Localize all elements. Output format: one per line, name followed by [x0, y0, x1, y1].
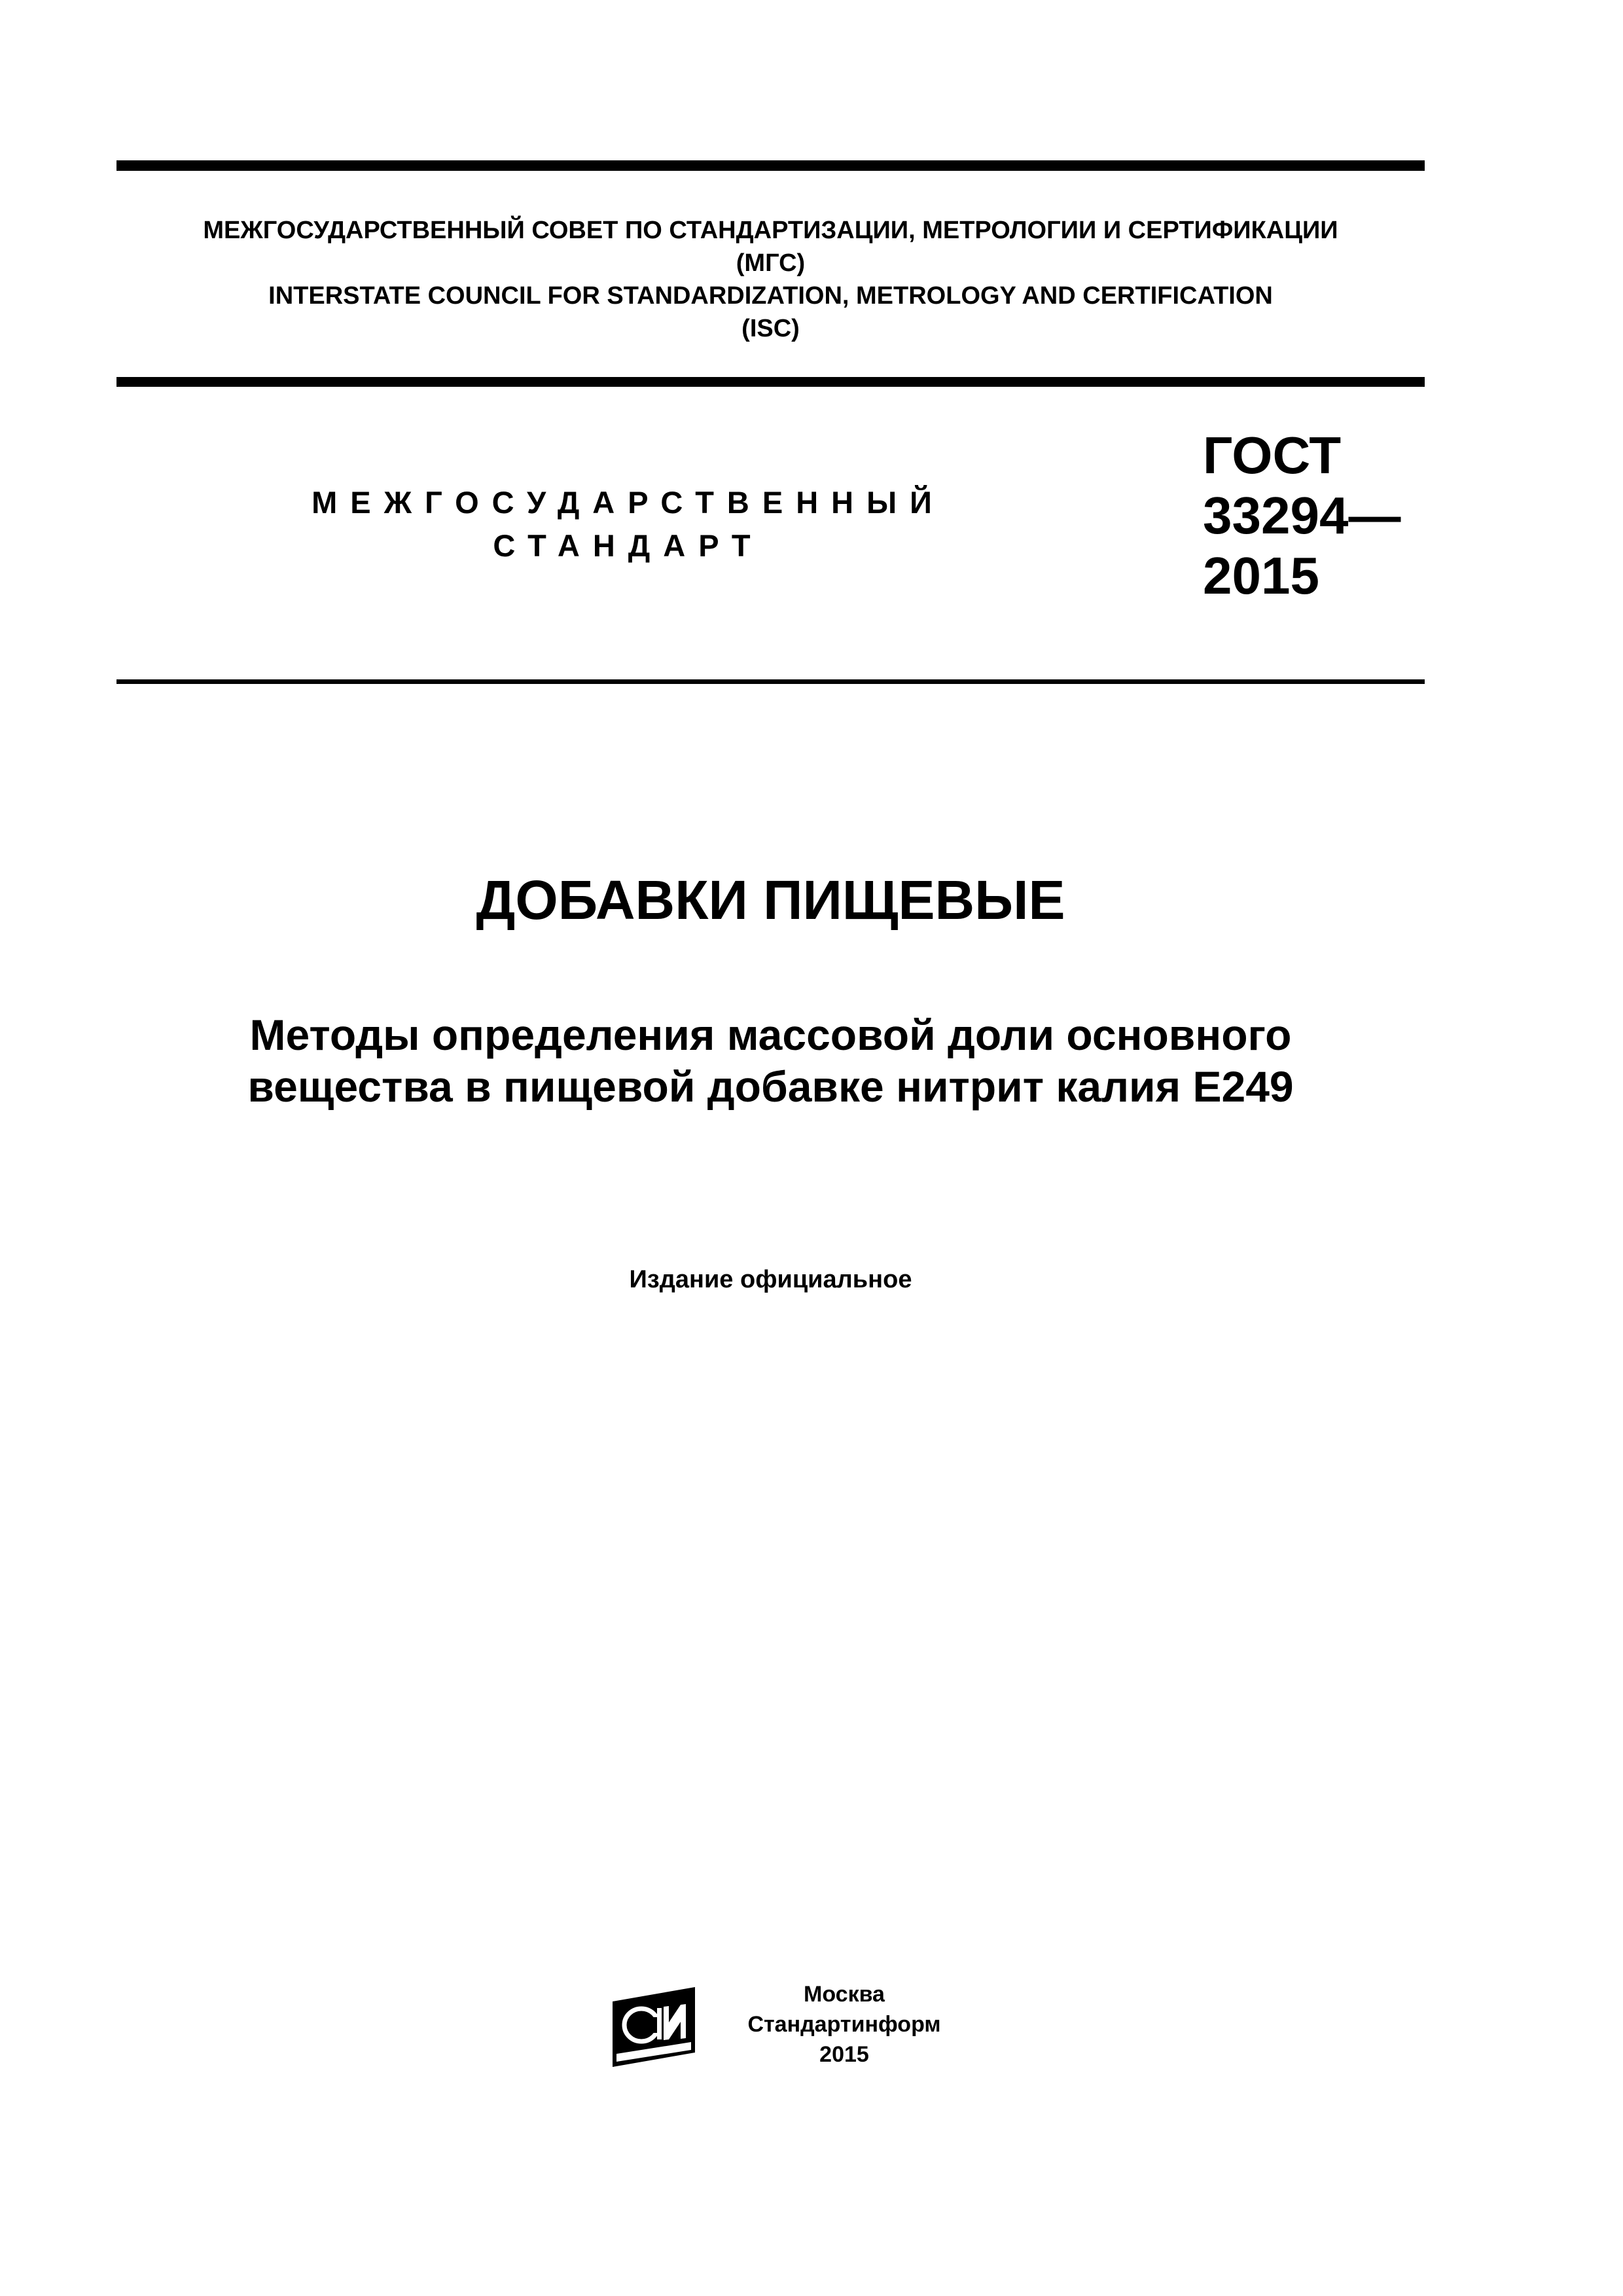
- publisher-city: Москва: [804, 1982, 885, 2007]
- document-title: ДОБАВКИ ПИЩЕВЫЕ: [476, 869, 1065, 931]
- council-abbr-en: (ISC): [741, 315, 800, 342]
- subtitle-line2: вещества в пищевой добавке нитрит калия Е249: [247, 1062, 1294, 1111]
- document-subtitle: [116, 1009, 1425, 1113]
- publisher-name: Стандартинформ: [747, 2012, 941, 2037]
- edition-label: Издание официальное: [629, 1266, 912, 1293]
- standard-type-line2: СТАНДАРТ: [493, 528, 764, 563]
- publisher-year: 2015: [819, 2042, 869, 2067]
- subtitle-line1: Методы определения массовой доли основного: [249, 1011, 1292, 1059]
- council-name-ru: МЕЖГОСУДАРСТВЕННЫЙ СОВЕТ ПО СТАНДАРТИЗАЦИИ, МЕТРОЛОГИИ И СЕРТИФИКАЦИИ: [203, 217, 1338, 244]
- publisher-imprint: [713, 1979, 975, 2070]
- council-name-en: INTERSTATE COUNCIL FOR STANDARDIZATION, METROLOGY AND CERTIFICATION: [268, 282, 1273, 310]
- bottom-divider: [116, 679, 1425, 684]
- designation-prefix: ГОСТ: [1203, 426, 1342, 484]
- standartinform-logo-icon: [607, 1982, 700, 2072]
- council-abbr-ru: (МГС): [736, 249, 806, 277]
- middle-divider: [116, 377, 1425, 387]
- standard-designation: [1203, 425, 1400, 606]
- standard-type-label: [249, 481, 1008, 567]
- top-divider: [116, 160, 1425, 171]
- designation-number: 33294—: [1203, 486, 1401, 545]
- council-header: [116, 214, 1425, 345]
- designation-year: 2015: [1203, 547, 1319, 605]
- standard-type-line1: МЕЖГОСУДАРСТВЕННЫЙ: [312, 485, 945, 520]
